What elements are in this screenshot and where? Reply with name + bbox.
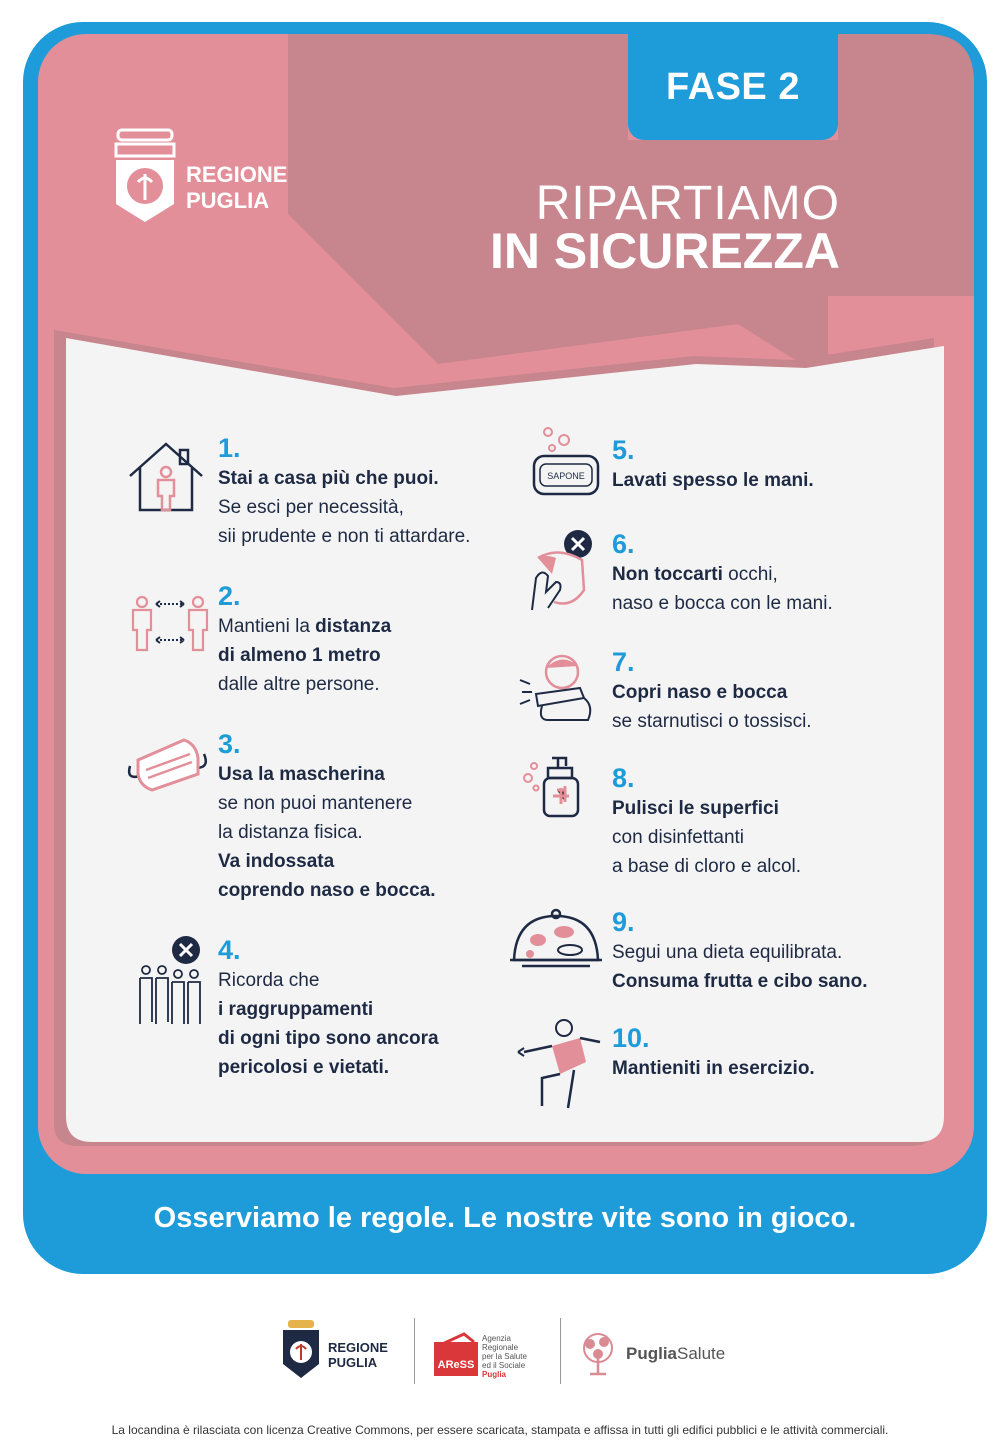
rule-3 — [218, 730, 658, 905]
rule-10 — [612, 1024, 1000, 1083]
rule-number: 10. — [612, 1023, 650, 1053]
food-dome-icon — [508, 908, 604, 972]
rule-number: 7. — [612, 647, 635, 677]
rule-text-line: Lavati spesso le mani. — [612, 470, 814, 491]
rule-number: 3. — [218, 729, 241, 759]
rule-text-line: i raggruppamenti — [218, 999, 374, 1020]
title-line1: RIPARTIAMO — [535, 177, 840, 230]
distance-icon — [128, 594, 212, 658]
rule-text-line: se starnutisci o tossisci. — [612, 711, 812, 732]
title-line2: IN SICUREZZA — [490, 223, 840, 279]
house-icon — [126, 440, 206, 514]
aress-line: ed il Sociale — [482, 1361, 526, 1370]
sanitizer-icon — [522, 752, 584, 818]
rule-number: 6. — [612, 529, 635, 559]
rule-text-line: di almeno 1 metro — [218, 645, 381, 666]
rule-text-line: Consuma frutta e cibo sano. — [612, 971, 868, 992]
aress-logo-icon — [434, 1332, 478, 1376]
rule-text-line: naso e bocca con le mani. — [612, 593, 833, 614]
phase-badge: FASE 2 — [628, 34, 838, 140]
rule-6 — [612, 530, 1000, 618]
rule-text-line: Copri naso e bocca — [612, 682, 788, 703]
crowd-icon — [134, 934, 214, 1030]
aress-line: Puglia — [482, 1370, 507, 1379]
logo-line2: PUGLIA — [186, 188, 270, 213]
rule-7 — [612, 648, 1000, 736]
rule-text-line: la distanza fisica. — [218, 822, 363, 843]
logo-line1: REGIONE — [186, 162, 288, 187]
puglia-salute-tree-icon — [576, 1332, 620, 1376]
slogan: Osserviamo le regole. Le nostre vite sono in gioco. — [153, 1202, 857, 1234]
rule-text-line: Va indossata — [218, 851, 335, 872]
rule-text-line: pericolosi e vietati. — [218, 1057, 390, 1078]
rule-text-part: Non toccarti — [612, 564, 723, 585]
rule-text-line: se non puoi mantenere — [218, 793, 413, 814]
puglia-salute-text — [626, 1344, 725, 1364]
footer-regione-text — [328, 1340, 388, 1370]
rule-number: 2. — [218, 581, 241, 611]
rule-text-line: dalle altre persone. — [218, 674, 380, 695]
soap-label: SAPONE — [547, 471, 585, 481]
rule-text-line: di ogni tipo sono ancora — [218, 1028, 439, 1049]
rule-text-line: Usa la mascherina — [218, 764, 385, 785]
rule-text-line: Pulisci le superfici — [612, 798, 779, 819]
rule-text-part: distanza — [315, 616, 392, 637]
footer-divider-2 — [560, 1318, 561, 1384]
rule-number: 5. — [612, 435, 635, 465]
salute-word: Salute — [677, 1344, 726, 1363]
soap-icon — [528, 424, 604, 498]
rule-text-line — [612, 560, 1000, 589]
rule-9 — [612, 908, 1000, 996]
face-touch-icon — [526, 528, 598, 614]
rule-text-line: Ricorda che — [218, 970, 320, 991]
aress-abbr: AReSS — [437, 1359, 475, 1371]
rule-text-line: Se esci per necessità, — [218, 497, 404, 518]
rule-text-line: sii prudente e non ti attardare. — [218, 526, 471, 547]
puglia-word: Puglia — [626, 1344, 678, 1363]
rule-text-line — [218, 612, 658, 641]
rule-text-line: a base di cloro e alcol. — [612, 856, 802, 877]
header-logo-text — [186, 162, 287, 214]
aress-text — [482, 1334, 527, 1379]
aress-line: Regionale — [482, 1343, 519, 1352]
rule-8 — [612, 764, 1000, 881]
rule-number: 1. — [218, 433, 241, 463]
rule-5 — [612, 436, 1000, 495]
aress-line: Agenzia — [482, 1334, 511, 1343]
footer-regione-line2: PUGLIA — [328, 1355, 378, 1370]
rule-text-line: Segui una dieta equilibrata. — [612, 942, 843, 963]
license-disclaimer: La locandina è rilasciata con licenza Creative Commons, per essere scaricata, stampata e affissa in tutti gli edifici pubblici e le attività commerciali. — [111, 1423, 889, 1437]
aress-line: per la Salute — [482, 1352, 527, 1361]
rule-text-line: con disinfettanti — [612, 827, 745, 848]
regione-puglia-crest-icon — [112, 126, 178, 226]
rule-text-part: occhi, — [722, 564, 778, 585]
rule-number: 4. — [218, 935, 241, 965]
rule-text-line: Mantieniti in esercizio. — [612, 1058, 815, 1079]
regione-puglia-footer-crest-icon — [280, 1318, 322, 1382]
rule-text-line: coprendo naso e bocca. — [218, 880, 436, 901]
footer-regione-line1: REGIONE — [328, 1340, 388, 1355]
sneeze-icon — [518, 650, 598, 722]
footer-divider-1 — [414, 1318, 415, 1384]
rule-text-part: Mantieni la — [218, 616, 316, 637]
rule-text-line: Stai a casa più che puoi. — [218, 468, 439, 489]
footer-logos — [0, 1318, 1000, 1388]
mask-icon — [124, 734, 210, 794]
rule-number: 9. — [612, 907, 635, 937]
rule-number: 8. — [612, 763, 635, 793]
exercise-icon — [514, 1018, 604, 1110]
